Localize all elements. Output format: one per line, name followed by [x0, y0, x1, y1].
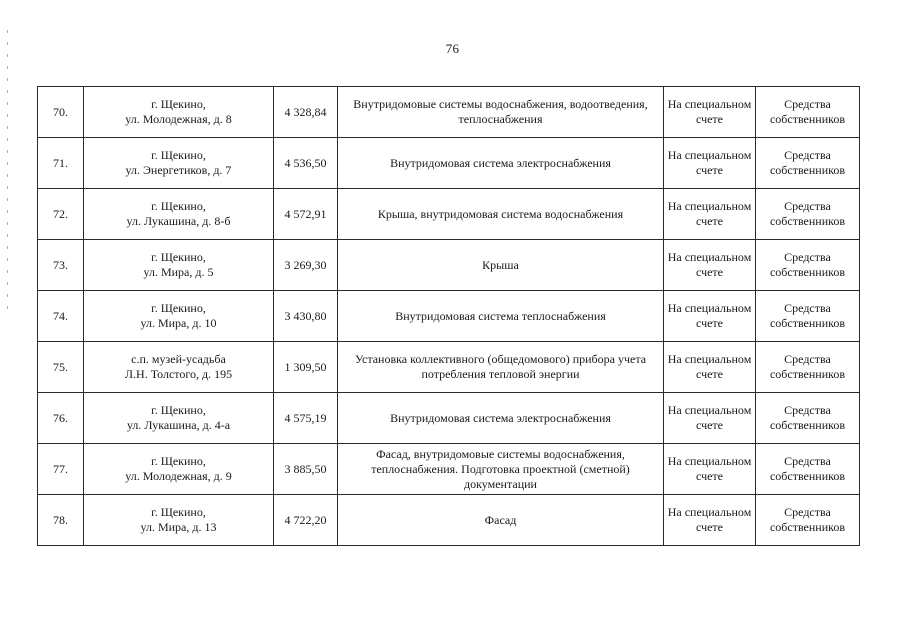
row-number: 77. [53, 461, 68, 476]
row-number-cell [38, 291, 84, 342]
row-number: 70. [53, 104, 68, 119]
area-value: 3 269,30 [284, 257, 327, 272]
account-text: На специальном счете [667, 301, 752, 330]
address-line-2: Л.Н. Толстого, д. 195 [124, 367, 233, 381]
account-text: На специальном счете [667, 199, 752, 228]
work-type-text: Крыша [482, 257, 519, 272]
address-cell [84, 393, 274, 444]
row-number: 72. [53, 206, 68, 221]
address-line-2: ул. Лукашина, д. 4-а [126, 418, 231, 432]
address-line-1: г. Щекино, [151, 199, 206, 213]
area-cell [274, 240, 338, 291]
address-cell [84, 291, 274, 342]
area-value: 4 575,19 [284, 410, 327, 425]
address-cell [84, 342, 274, 393]
account-cell [664, 240, 756, 291]
address-line-2: ул. Молодежная, д. 9 [125, 469, 232, 483]
funding-source-cell [756, 342, 860, 393]
funding-source-cell [756, 291, 860, 342]
account-text: На специальном счете [667, 148, 752, 177]
address-cell [84, 444, 274, 495]
funding-source-text: Средства собственников [769, 148, 846, 177]
funding-source-text: Средства собственников [769, 454, 846, 483]
table-row [38, 495, 860, 546]
row-number-cell [38, 189, 84, 240]
area-value: 4 536,50 [284, 155, 327, 170]
account-cell [664, 291, 756, 342]
funding-source-cell [756, 138, 860, 189]
table-row [38, 138, 860, 189]
address-line-1: г. Щекино, [151, 403, 206, 417]
work-type-text: Фасад [484, 512, 517, 527]
table-row [38, 87, 860, 138]
repair-program-table [37, 86, 860, 546]
work-type-cell [338, 138, 664, 189]
account-cell [664, 444, 756, 495]
area-cell [274, 291, 338, 342]
address-cell [84, 138, 274, 189]
address-line-1: г. Щекино, [151, 250, 206, 264]
account-cell [664, 393, 756, 444]
funding-source-text: Средства собственников [769, 97, 846, 126]
area-cell [274, 393, 338, 444]
row-number: 75. [53, 359, 68, 374]
work-type-cell [338, 393, 664, 444]
address-line-2: ул. Молодежная, д. 8 [125, 112, 232, 126]
address-line-2: ул. Мира, д. 5 [143, 265, 214, 279]
account-text: На специальном счете [667, 454, 752, 483]
funding-source-text: Средства собственников [769, 301, 846, 330]
account-cell [664, 189, 756, 240]
work-type-text: Внутридомовая система электроснабжения [390, 155, 611, 170]
funding-source-cell [756, 444, 860, 495]
scan-edge-marks [6, 30, 10, 330]
row-number-cell [38, 138, 84, 189]
funding-source-cell [756, 87, 860, 138]
area-value: 4 328,84 [284, 104, 327, 119]
address-line-2: ул. Энергетиков, д. 7 [125, 163, 232, 177]
funding-source-text: Средства собственников [769, 352, 846, 381]
address-cell [84, 87, 274, 138]
area-cell [274, 444, 338, 495]
funding-source-cell [756, 189, 860, 240]
address-line-2: ул. Мира, д. 13 [140, 520, 217, 534]
work-type-cell [338, 240, 664, 291]
account-cell [664, 342, 756, 393]
work-type-text: Внутридомовая система электроснабжения [390, 410, 611, 425]
account-cell [664, 138, 756, 189]
row-number-cell [38, 87, 84, 138]
table-row [38, 240, 860, 291]
area-value: 3 885,50 [284, 461, 327, 476]
address-cell [84, 189, 274, 240]
row-number: 78. [53, 512, 68, 527]
area-value: 4 572,91 [284, 206, 327, 221]
row-number: 74. [53, 308, 68, 323]
work-type-cell [338, 495, 664, 546]
account-text: На специальном счете [667, 352, 752, 381]
area-value: 1 309,50 [284, 359, 327, 374]
address-line-1: г. Щекино, [151, 148, 206, 162]
work-type-cell [338, 291, 664, 342]
area-value: 3 430,80 [284, 308, 327, 323]
account-cell [664, 87, 756, 138]
address-line-2: ул. Мира, д. 10 [140, 316, 217, 330]
funding-source-text: Средства собственников [769, 403, 846, 432]
account-text: На специальном счете [667, 403, 752, 432]
account-cell [664, 495, 756, 546]
account-text: На специальном счете [667, 505, 752, 534]
work-type-cell [338, 87, 664, 138]
area-cell [274, 189, 338, 240]
funding-source-text: Средства собственников [769, 250, 846, 279]
area-value: 4 722,20 [284, 512, 327, 527]
row-number: 76. [53, 410, 68, 425]
row-number: 73. [53, 257, 68, 272]
table-row [38, 342, 860, 393]
row-number-cell [38, 342, 84, 393]
work-type-text: Фасад, внутридомовые системы водоснабжения, теплоснабжения. Подготовка проектной (сметной) документации [371, 446, 630, 491]
table-row [38, 393, 860, 444]
work-type-cell [338, 189, 664, 240]
work-type-text: Внутридомовые системы водоснабжения, водоотведения, теплоснабжения [353, 97, 648, 126]
row-number: 71. [53, 155, 68, 170]
funding-source-cell [756, 495, 860, 546]
work-type-cell [338, 444, 664, 495]
work-type-text: Внутридомовая система теплоснабжения [395, 308, 606, 323]
address-cell [84, 495, 274, 546]
address-line-1: г. Щекино, [151, 97, 206, 111]
area-cell [274, 138, 338, 189]
work-type-text: Крыша, внутридомовая система водоснабжения [377, 206, 624, 221]
table-row [38, 189, 860, 240]
account-text: На специальном счете [667, 97, 752, 126]
address-line-1: г. Щекино, [151, 301, 206, 315]
row-number-cell [38, 393, 84, 444]
table-row [38, 444, 860, 495]
address-line-1: г. Щекино, [151, 505, 206, 519]
address-line-1: с.п. музей-усадьба [131, 352, 226, 366]
area-cell [274, 495, 338, 546]
work-type-cell [338, 342, 664, 393]
funding-source-text: Средства собственников [769, 199, 846, 228]
area-cell [274, 342, 338, 393]
funding-source-text: Средства собственников [769, 505, 846, 534]
page-number: 76 [445, 41, 460, 56]
table-row [38, 291, 860, 342]
area-cell [274, 87, 338, 138]
account-text: На специальном счете [667, 250, 752, 279]
row-number-cell [38, 240, 84, 291]
address-cell [84, 240, 274, 291]
work-type-text: Установка коллективного (общедомового) прибора учета потребления тепловой энергии [354, 352, 647, 381]
funding-source-cell [756, 240, 860, 291]
address-line-2: ул. Лукашина, д. 8-б [126, 214, 231, 228]
row-number-cell [38, 495, 84, 546]
address-line-1: г. Щекино, [151, 454, 206, 468]
funding-source-cell [756, 393, 860, 444]
row-number-cell [38, 444, 84, 495]
